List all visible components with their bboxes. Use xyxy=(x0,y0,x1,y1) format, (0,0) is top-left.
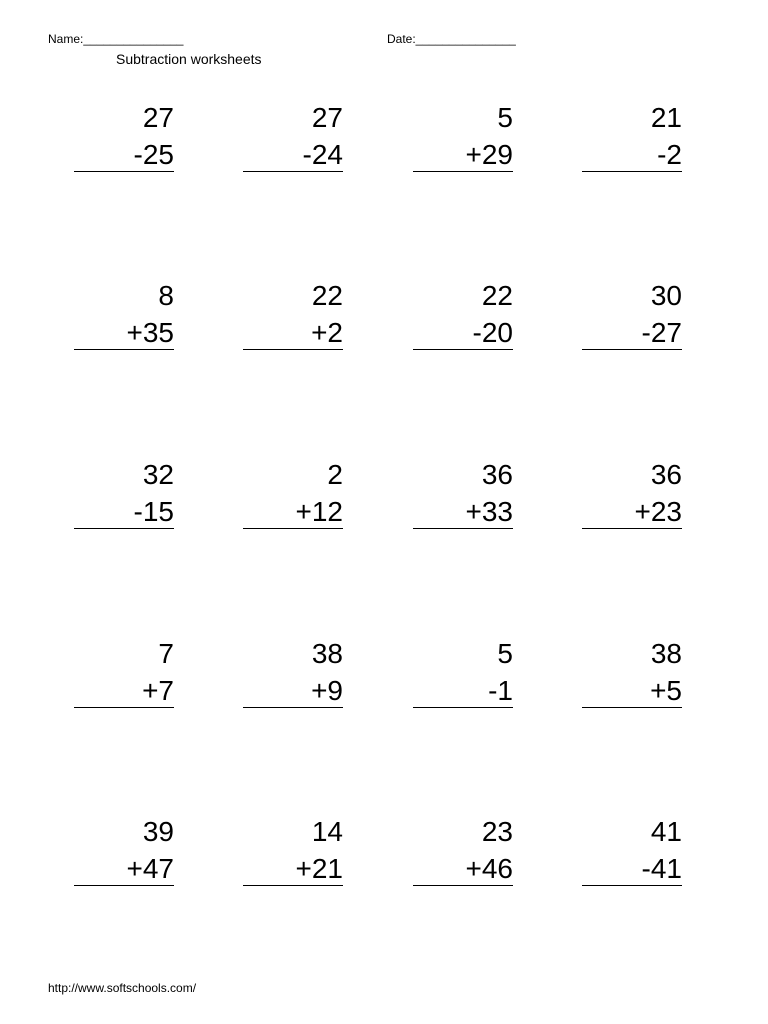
answer-line xyxy=(582,885,682,886)
problem-top-number: 22 xyxy=(481,280,513,311)
answer-line xyxy=(413,171,513,172)
answer-line xyxy=(74,349,174,350)
problem-bottom-number: +23 xyxy=(634,496,682,527)
answer-line xyxy=(582,707,682,708)
problem-top-number: 36 xyxy=(650,459,682,490)
problem-top-number: 2 xyxy=(327,459,343,490)
answer-line xyxy=(582,528,682,529)
problem-top-number: 14 xyxy=(311,816,343,847)
problem-bottom-number: +2 xyxy=(311,317,343,348)
problem-bottom-number: -41 xyxy=(641,853,682,884)
answer-line xyxy=(74,885,174,886)
problem-top-number: 36 xyxy=(481,459,513,490)
problem-bottom-number: +35 xyxy=(126,317,174,348)
answer-line xyxy=(413,885,513,886)
problem-bottom-number: -24 xyxy=(302,139,343,170)
problem-bottom-number: +33 xyxy=(465,496,513,527)
problem-top-number: 30 xyxy=(650,280,682,311)
footer-url: http://www.softschools.com/ xyxy=(48,981,197,995)
problem-bottom-number: +29 xyxy=(465,139,513,170)
problem-bottom-number: -27 xyxy=(641,317,682,348)
problem-top-number: 21 xyxy=(650,102,682,133)
problem-top-number: 41 xyxy=(650,816,682,847)
problem-bottom-number: +7 xyxy=(142,675,174,706)
answer-line xyxy=(74,528,174,529)
answer-line xyxy=(243,885,343,886)
answer-line xyxy=(243,349,343,350)
answer-line xyxy=(413,528,513,529)
problem-bottom-number: +21 xyxy=(295,853,343,884)
problem-top-number: 27 xyxy=(311,102,343,133)
problem-top-number: 27 xyxy=(142,102,174,133)
problem-top-number: 39 xyxy=(142,816,174,847)
answer-line xyxy=(582,171,682,172)
problem-bottom-number: -15 xyxy=(133,496,174,527)
problem-bottom-number: -25 xyxy=(133,139,174,170)
problem-top-number: 8 xyxy=(158,280,174,311)
problem-bottom-number: -20 xyxy=(472,317,513,348)
answer-line xyxy=(243,707,343,708)
name-field: Name:_______________ xyxy=(48,32,184,46)
problem-bottom-number: +9 xyxy=(311,675,343,706)
answer-line xyxy=(74,171,174,172)
answer-line xyxy=(243,528,343,529)
problem-bottom-number: +47 xyxy=(126,853,174,884)
problem-top-number: 5 xyxy=(497,638,513,669)
problem-bottom-number: +46 xyxy=(465,853,513,884)
answer-line xyxy=(582,349,682,350)
problem-top-number: 7 xyxy=(158,638,174,669)
answer-line xyxy=(413,707,513,708)
answer-line xyxy=(413,349,513,350)
problem-bottom-number: -1 xyxy=(488,675,513,706)
problem-bottom-number: +12 xyxy=(295,496,343,527)
answer-line xyxy=(74,707,174,708)
problem-bottom-number: +5 xyxy=(650,675,682,706)
answer-line xyxy=(243,171,343,172)
problem-top-number: 23 xyxy=(481,816,513,847)
problem-top-number: 32 xyxy=(142,459,174,490)
problem-top-number: 22 xyxy=(311,280,343,311)
worksheet-title: Subtraction worksheets xyxy=(116,51,262,67)
problem-top-number: 38 xyxy=(311,638,343,669)
problem-bottom-number: -2 xyxy=(657,139,682,170)
date-field: Date:_______________ xyxy=(387,32,516,46)
problem-top-number: 38 xyxy=(650,638,682,669)
problem-top-number: 5 xyxy=(497,102,513,133)
